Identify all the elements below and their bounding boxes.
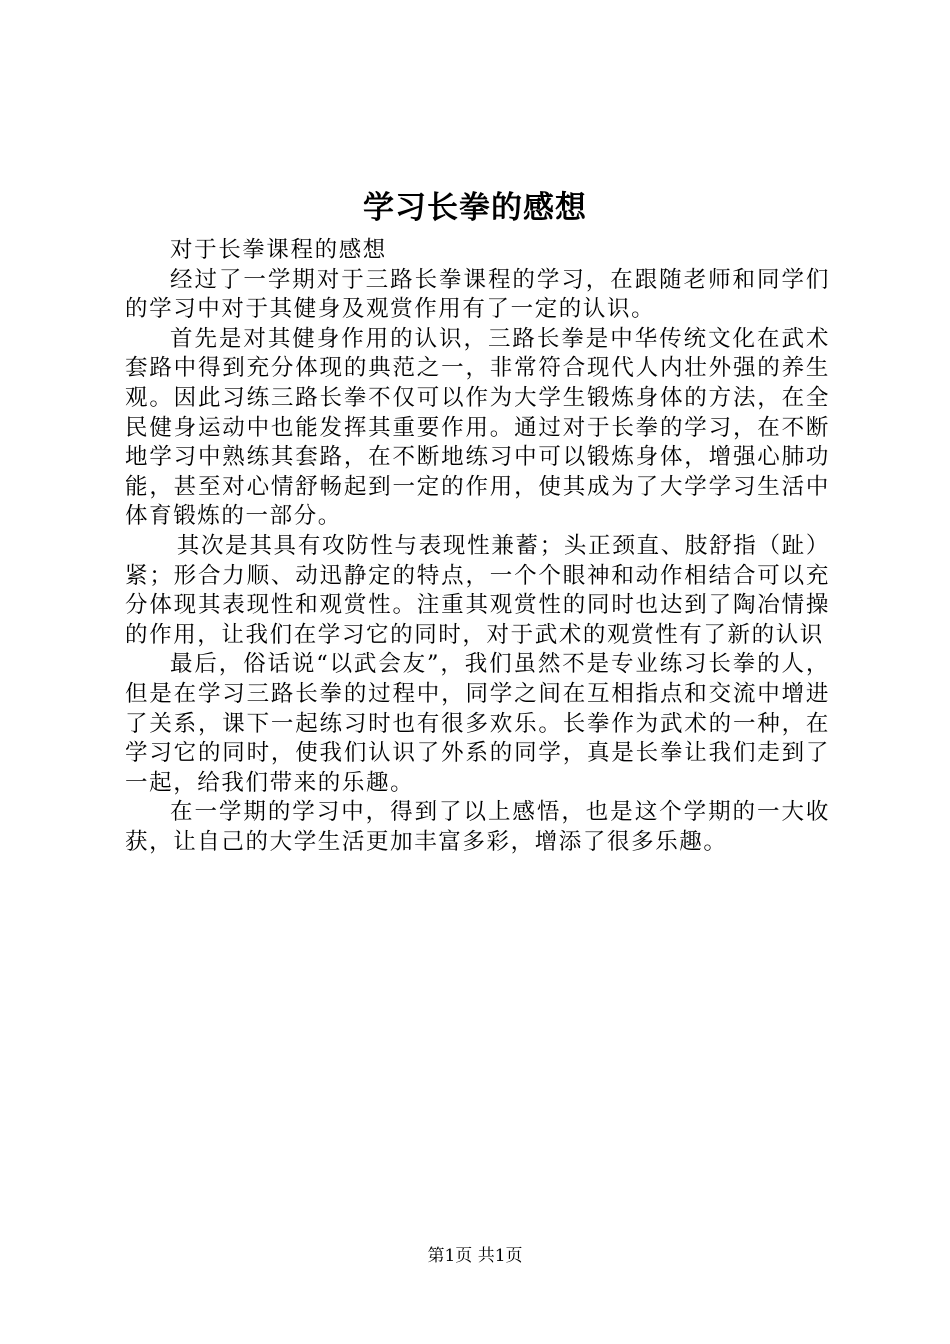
document-body bbox=[125, 236, 830, 857]
paragraph-performance: 其次是其具有攻防性与表现性兼蓄；头正颈直、肢舒指（趾）紧；形合力顺、动迅静定的特点，一个个眼神和动作相结合可以充分体现其表现性和观赏性。注重其观赏性的同时也达到了陶冶情操的作用，让我们在学习它的同时，对于武术的观赏性有了新的认识 bbox=[125, 532, 830, 648]
paragraph-health: 首先是对其健身作用的认识，三路长拳是中华传统文化在武术套路中得到充分体现的典范之一，非常符合现代人内壮外强的养生观。因此习练三路长拳不仅可以作为大学生锻炼身体的方法，在全民健身运动中也能发挥其重要作用。通过对于长拳的学习，在不断地学习中熟练其套路，在不断地练习中可以锻炼身体，增强心肺功能，甚至对心情舒畅起到一定的作用，使其成为了大学学习生活中体育锻炼的一部分。 bbox=[125, 325, 830, 530]
paragraph-subtitle: 对于长拳课程的感想 bbox=[170, 237, 387, 263]
document-title: 学习长拳的感想 bbox=[363, 190, 587, 226]
paragraph-conclusion: 在一学期的学习中，得到了以上感悟，也是这个学期的一大收获，让自己的大学生活更加丰富多彩，增添了很多乐趣。 bbox=[125, 799, 830, 855]
page-number-footer: 第1页 共1页 bbox=[427, 1246, 523, 1266]
paragraph-intro: 经过了一学期对于三路长拳课程的学习，在跟随老师和同学们的学习中对于其健身及观赏作用有了一定的认识。 bbox=[125, 266, 830, 323]
paragraph-friendship: 最后，俗话说“以武会友”，我们虽然不是专业练习长拳的人，但是在学习三路长拳的过程中，同学之间在互相指点和交流中增进了关系，课下一起练习时也有很多欢乐。长拳作为武术的一种，在学习它的同时，使我们认识了外系的同学，真是长拳让我们走到了一起，给我们带来的乐趣。 bbox=[125, 651, 830, 796]
